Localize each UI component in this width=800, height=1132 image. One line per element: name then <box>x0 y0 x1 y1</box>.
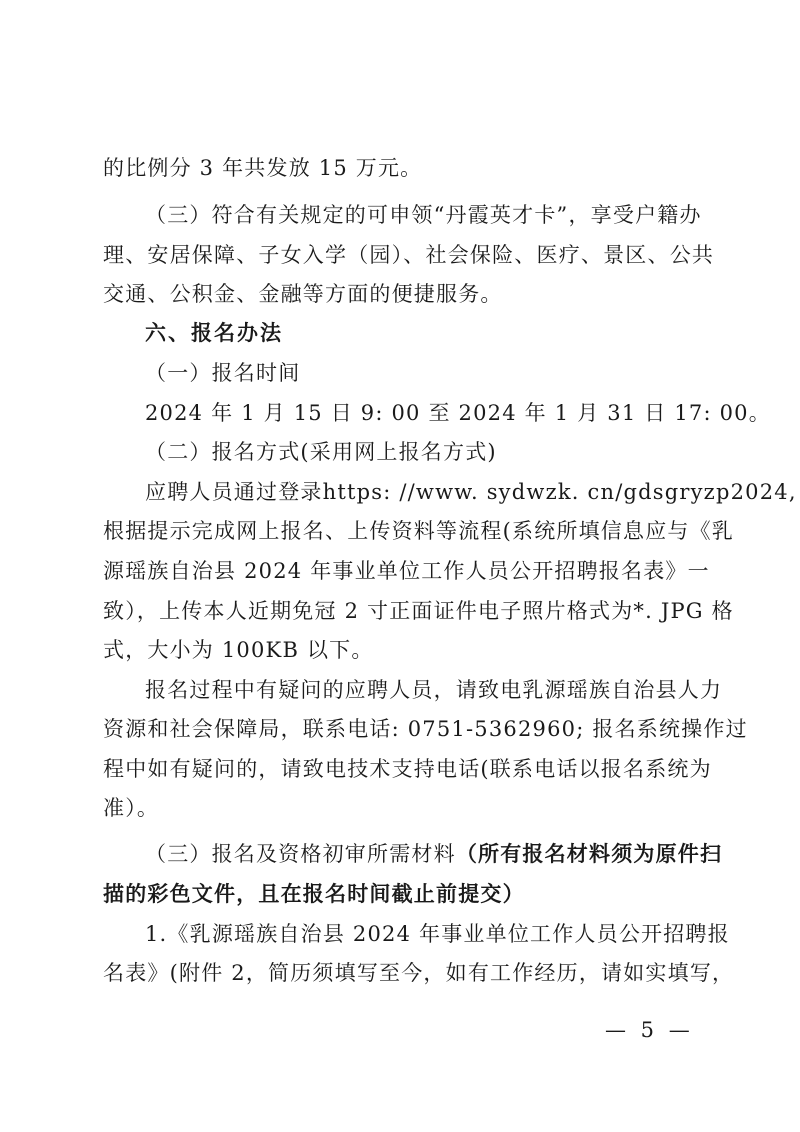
paragraph-line: 应聘人员通过登录https: //www. sydwzk. cn/gdsgryzp2024, <box>145 480 797 504</box>
paragraph-line: 名表》(附件 2，简历须填写至今，如有工作经历，请如实填写， <box>103 961 735 985</box>
paragraph-line: 致），上传本人近期免冠 2 寸正面证件电子照片格式为*. JPG 格 <box>103 599 734 623</box>
subsection-heading: （一）报名时间 <box>145 361 301 385</box>
bold-note-line: 描的彩色文件，且在报名时间截止前提交） <box>103 881 525 906</box>
paragraph-line: 式，大小为 100KB 以下。 <box>103 638 374 662</box>
page-number: — 5 — <box>605 1018 694 1042</box>
paragraph-line: 交通、公积金、金融等方面的便捷服务。 <box>103 282 503 306</box>
paragraph-line: 源瑶族自治县 2024 年事业单位工作人员公开招聘报名表》一 <box>103 559 710 583</box>
section-heading: 六、报名办法 <box>145 320 283 345</box>
paragraph-line: 的比例分 3 年共发放 15 万元。 <box>103 156 423 180</box>
bold-note: （所有报名材料须为原件扫 <box>455 841 723 866</box>
list-item-line: 1.《乳源瑶族自治县 2024 年事业单位工作人员公开招聘报 <box>145 922 730 946</box>
subsection-heading-line <box>145 839 722 869</box>
paragraph-line: 程中如有疑问的，请致电技术支持电话(联系电话以报名系统为 <box>103 757 712 781</box>
paragraph-line: 2024 年 1 月 15 日 9: 00 至 2024 年 1 月 31 日 17: 00。 <box>145 401 771 425</box>
subsection-heading-text: （三）报名及资格初审所需材料 <box>145 842 456 866</box>
paragraph-line: 报名过程中有疑问的应聘人员，请致电乳源瑶族自治县人力 <box>145 678 723 702</box>
paragraph-line: （三）符合有关规定的可申领“丹霞英才卡”，享受户籍办 <box>145 203 702 227</box>
paragraph-line: 资源和社会保障局，联系电话: 0751-5362960; 报名系统操作过 <box>103 717 748 741</box>
paragraph-line: 根据提示完成网上报名、上传资料等流程(系统所填信息应与《乳 <box>103 519 734 543</box>
paragraph-line: 准）。 <box>103 796 160 820</box>
subsection-heading: （二）报名方式(采用网上报名方式) <box>145 440 497 464</box>
paragraph-line: 理、安居保障、子女入学（园）、社会保险、医疗、景区、公共 <box>103 243 715 267</box>
